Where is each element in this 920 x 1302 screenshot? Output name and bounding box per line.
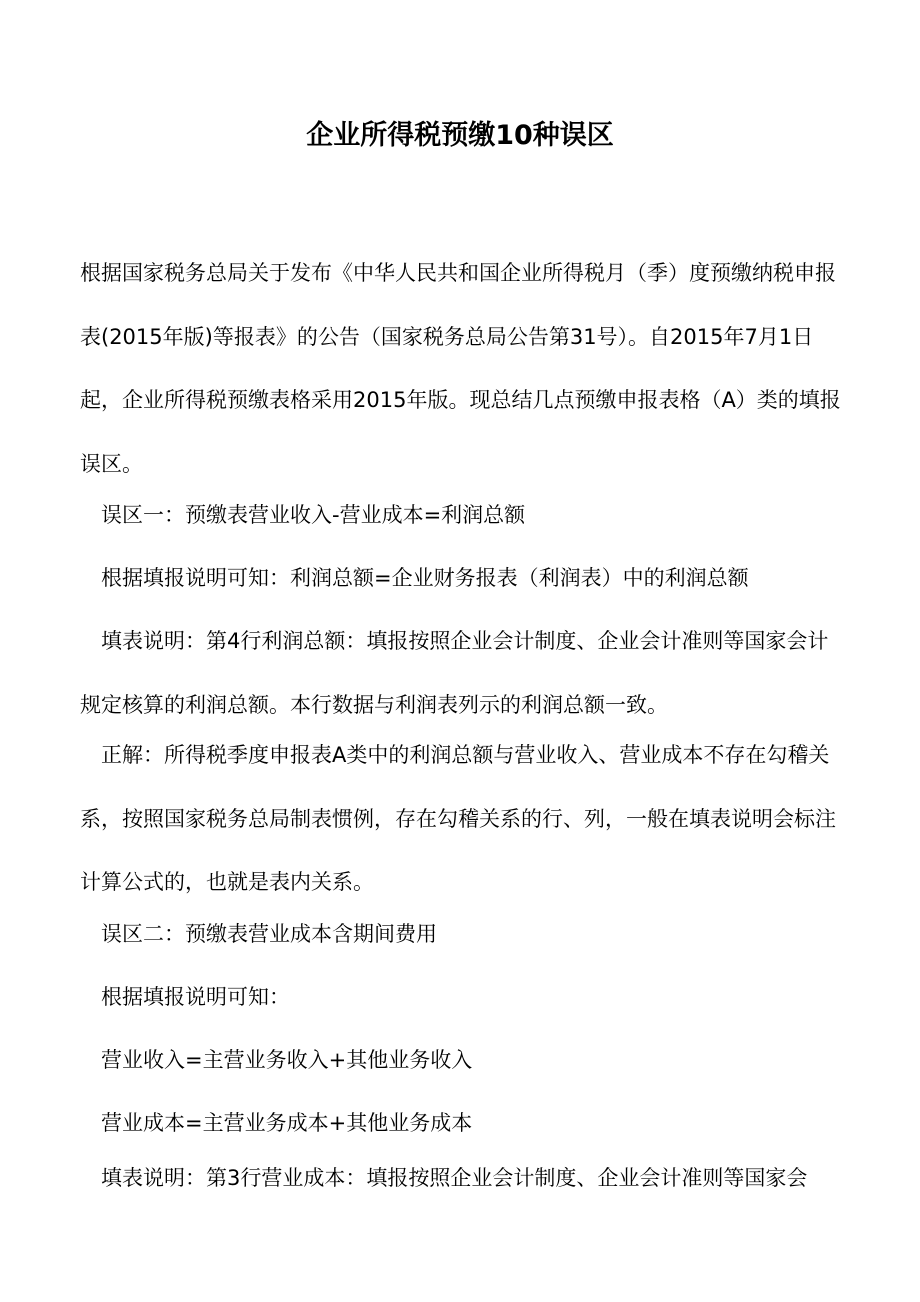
paragraph-misconception-1-heading: 误区一：预缴表营业收入-营业成本=利润总额 [101, 503, 526, 527]
paragraph-filing-note-1: 根据填报说明可知：利润总额=企业财务报表（利润表）中的利润总额 [101, 566, 749, 590]
document-title: 企业所得税预缴10种误区 [306, 120, 614, 151]
paragraph-revenue-formula: 营业收入=主营业务收入+其他业务收入 [101, 1048, 473, 1072]
paragraph-cost-formula: 营业成本=主营业务成本+其他业务成本 [101, 1111, 473, 1135]
paragraph-misconception-2-heading: 误区二：预缴表营业成本含期间费用 [101, 922, 437, 946]
paragraph-form-instruction-2: 填表说明：第3行营业成本：填报按照企业会计制度、企业会计准则等国家会 [101, 1166, 808, 1190]
paragraph-intro: 根据国家税务总局关于发布《中华人民共和国企业所得税月（季）度预缴纳税申报表(2015年版)等报表》的公告（国家税务总局公告第31号）。自2015年7月1日起，企业所得税预缴表格采用2015年版。现总结几点预缴申报表格（A）类的填报误区。 [80, 261, 841, 476]
paragraph-form-instruction-1: 填表说明：第4行利润总额：填报按照企业会计制度、企业会计准则等国家会计规定核算的利润总额。本行数据与利润表列示的利润总额一致。 [80, 629, 829, 717]
paragraph-filing-note-2: 根据填报说明可知： [101, 985, 290, 1009]
paragraph-correct-answer-1: 正解：所得税季度申报表A类中的利润总额与营业收入、营业成本不存在勾稽关系，按照国家税务总局制表惯例，存在勾稽关系的行、列，一般在填表说明会标注计算公式的，也就是表内关系。 [80, 743, 836, 894]
